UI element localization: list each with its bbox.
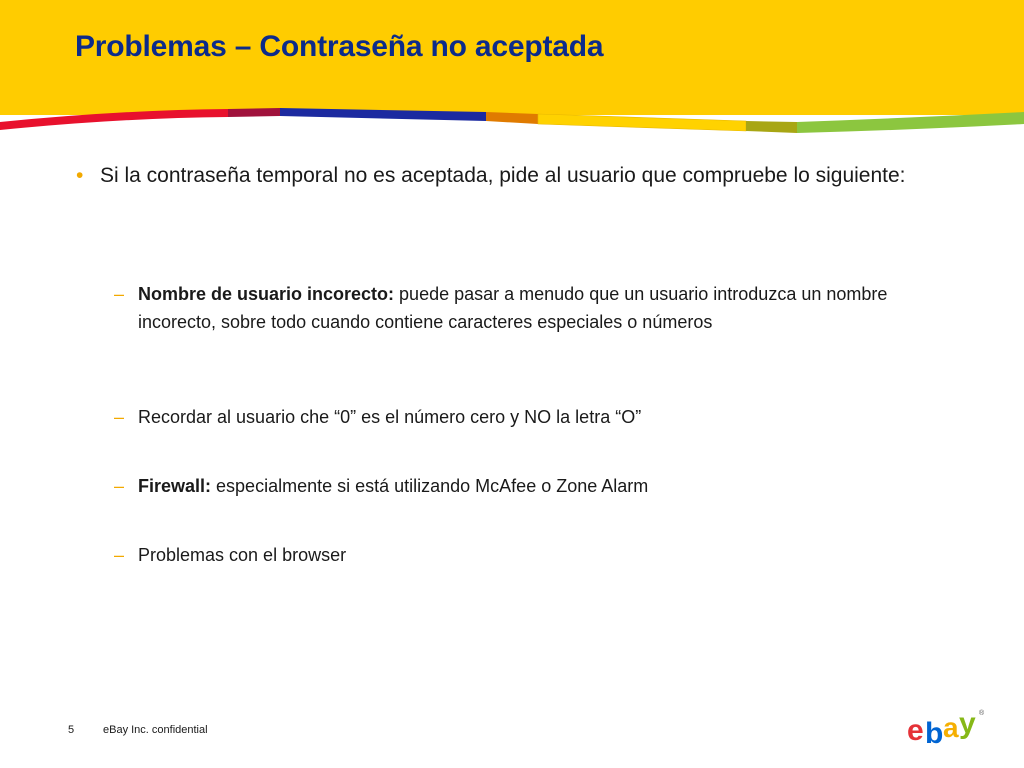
main-bullet bbox=[76, 160, 960, 191]
logo-letter-a: a bbox=[943, 712, 959, 743]
sub-bullet-text: Problemas con el browser bbox=[138, 545, 347, 565]
slide-title: Problemas – Contraseña no aceptada bbox=[75, 30, 604, 63]
confidential-label: eBay Inc. confidential bbox=[103, 724, 208, 736]
logo-letter-b: b bbox=[925, 717, 944, 746]
dash-marker-icon: – bbox=[114, 545, 125, 565]
sub-bullet-bold: Nombre de usuario incorecto: bbox=[138, 284, 395, 304]
ebay-logo-icon bbox=[905, 706, 989, 746]
sub-bullet-bold: Firewall: bbox=[138, 476, 212, 496]
logo-letter-e: e bbox=[907, 714, 924, 746]
sub-bullet-text: especialmente si está utilizando McAfee o Zone Alarm bbox=[211, 476, 649, 496]
logo-trademark: ® bbox=[979, 710, 985, 717]
dash-marker-icon: – bbox=[114, 407, 125, 427]
sub-bullet-text: Recordar al usuario che “0” es el número cero y NO la letra “O” bbox=[138, 407, 642, 427]
sub-bullet-browser bbox=[114, 541, 898, 569]
sub-bullet-username bbox=[114, 280, 898, 336]
page-number: 5 bbox=[68, 724, 75, 736]
bullet-marker-icon: • bbox=[76, 164, 84, 187]
dash-marker-icon: – bbox=[114, 284, 125, 304]
logo-letter-y: y bbox=[959, 707, 976, 740]
main-bullet-text: Si la contraseña temporal no es aceptada, pide al usuario que compruebe lo siguiente: bbox=[100, 164, 906, 187]
sub-bullet-zero bbox=[114, 403, 898, 431]
dash-marker-icon: – bbox=[114, 476, 125, 496]
sub-bullet-firewall bbox=[114, 472, 898, 500]
sub-bullet-text: puede pasar a menudo que un usuario introduzca un nombre incorecto, sobre todo cuando contiene caracteres especiales o números bbox=[138, 284, 888, 332]
